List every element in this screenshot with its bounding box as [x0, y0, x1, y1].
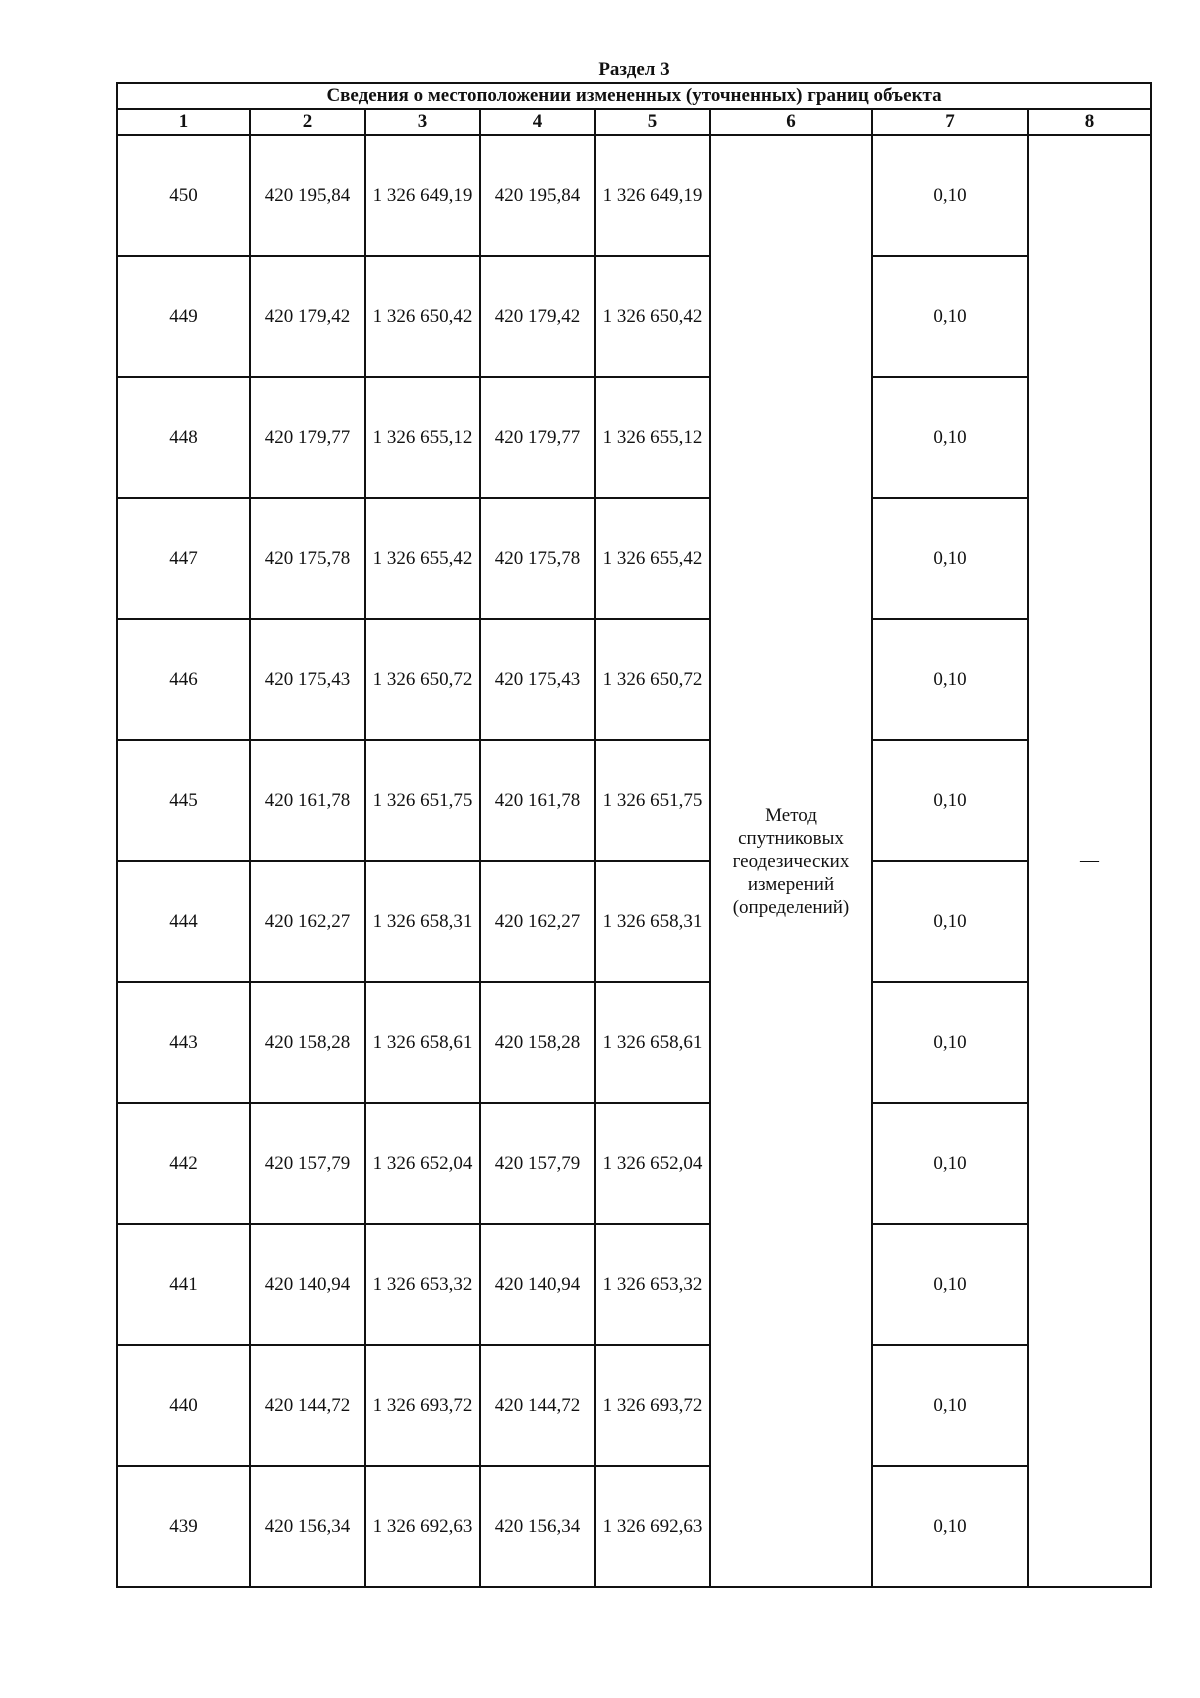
x-new-cell: 420 179,42	[480, 256, 595, 377]
point-number-cell: 449	[117, 256, 250, 377]
y-old-cell: 1 326 655,12	[365, 377, 480, 498]
point-number-cell: 447	[117, 498, 250, 619]
column-number: 4	[480, 109, 595, 135]
table-row	[117, 1466, 1151, 1587]
y-old-cell: 1 326 692,63	[365, 1466, 480, 1587]
y-old-cell: 1 326 651,75	[365, 740, 480, 861]
x-old-cell: 420 175,78	[250, 498, 365, 619]
point-number-cell: 445	[117, 740, 250, 861]
x-new-cell: 420 140,94	[480, 1224, 595, 1345]
point-number-cell: 444	[117, 861, 250, 982]
accuracy-cell: 0,10	[872, 619, 1028, 740]
y-new-cell: 1 326 693,72	[595, 1345, 710, 1466]
x-new-cell: 420 161,78	[480, 740, 595, 861]
table-row	[117, 256, 1151, 377]
point-number-cell: 442	[117, 1103, 250, 1224]
column-number: 6	[710, 109, 872, 135]
y-old-cell: 1 326 650,42	[365, 256, 480, 377]
x-new-cell: 420 195,84	[480, 135, 595, 256]
column-8-cell: —	[1028, 135, 1151, 1587]
table-row	[117, 1224, 1151, 1345]
y-new-cell: 1 326 653,32	[595, 1224, 710, 1345]
y-old-cell: 1 326 658,31	[365, 861, 480, 982]
x-old-cell: 420 179,42	[250, 256, 365, 377]
y-old-cell: 1 326 649,19	[365, 135, 480, 256]
y-new-cell: 1 326 658,61	[595, 982, 710, 1103]
accuracy-cell: 0,10	[872, 135, 1028, 256]
table-row	[117, 861, 1151, 982]
y-old-cell: 1 326 652,04	[365, 1103, 480, 1224]
x-old-cell: 420 156,34	[250, 1466, 365, 1587]
table-row	[117, 135, 1151, 256]
accuracy-cell: 0,10	[872, 861, 1028, 982]
y-new-cell: 1 326 692,63	[595, 1466, 710, 1587]
column-number: 3	[365, 109, 480, 135]
y-old-cell: 1 326 658,61	[365, 982, 480, 1103]
x-new-cell: 420 175,43	[480, 619, 595, 740]
accuracy-cell: 0,10	[872, 740, 1028, 861]
point-number-cell: 439	[117, 1466, 250, 1587]
accuracy-cell: 0,10	[872, 1224, 1028, 1345]
y-new-cell: 1 326 649,19	[595, 135, 710, 256]
table-row	[117, 1345, 1151, 1466]
x-new-cell: 420 157,79	[480, 1103, 595, 1224]
column-number: 7	[872, 109, 1028, 135]
boundary-table	[116, 82, 1152, 1588]
column-number: 2	[250, 109, 365, 135]
accuracy-cell: 0,10	[872, 1103, 1028, 1224]
section-title: Раздел 3	[598, 59, 670, 80]
table-body	[117, 135, 1151, 1587]
point-number-cell: 448	[117, 377, 250, 498]
accuracy-cell: 0,10	[872, 982, 1028, 1103]
accuracy-cell: 0,10	[872, 498, 1028, 619]
y-new-cell: 1 326 655,42	[595, 498, 710, 619]
point-number-cell: 446	[117, 619, 250, 740]
x-old-cell: 420 195,84	[250, 135, 365, 256]
x-old-cell: 420 140,94	[250, 1224, 365, 1345]
y-new-cell: 1 326 651,75	[595, 740, 710, 861]
accuracy-cell: 0,10	[872, 1345, 1028, 1466]
point-number-cell: 450	[117, 135, 250, 256]
x-new-cell: 420 179,77	[480, 377, 595, 498]
y-old-cell: 1 326 693,72	[365, 1345, 480, 1466]
x-old-cell: 420 158,28	[250, 982, 365, 1103]
point-number-cell: 441	[117, 1224, 250, 1345]
table-row	[117, 740, 1151, 861]
point-number-cell: 443	[117, 982, 250, 1103]
y-new-cell: 1 326 652,04	[595, 1103, 710, 1224]
method-cell: Метод спутниковых геодезических измерений (определений)	[710, 135, 872, 1587]
accuracy-cell: 0,10	[872, 256, 1028, 377]
y-old-cell: 1 326 653,32	[365, 1224, 480, 1345]
x-new-cell: 420 162,27	[480, 861, 595, 982]
x-old-cell: 420 161,78	[250, 740, 365, 861]
x-old-cell: 420 162,27	[250, 861, 365, 982]
column-number-row	[117, 109, 1151, 135]
x-old-cell: 420 144,72	[250, 1345, 365, 1466]
y-old-cell: 1 326 655,42	[365, 498, 480, 619]
accuracy-cell: 0,10	[872, 1466, 1028, 1587]
y-new-cell: 1 326 650,72	[595, 619, 710, 740]
table-row	[117, 498, 1151, 619]
x-old-cell: 420 157,79	[250, 1103, 365, 1224]
column-number: 5	[595, 109, 710, 135]
y-new-cell: 1 326 650,42	[595, 256, 710, 377]
table-row	[117, 619, 1151, 740]
table-row	[117, 1103, 1151, 1224]
x-old-cell: 420 179,77	[250, 377, 365, 498]
table-row	[117, 982, 1151, 1103]
y-old-cell: 1 326 650,72	[365, 619, 480, 740]
point-number-cell: 440	[117, 1345, 250, 1466]
y-new-cell: 1 326 655,12	[595, 377, 710, 498]
table-row	[117, 377, 1151, 498]
column-number: 8	[1028, 109, 1151, 135]
accuracy-cell: 0,10	[872, 377, 1028, 498]
x-new-cell: 420 144,72	[480, 1345, 595, 1466]
x-new-cell: 420 156,34	[480, 1466, 595, 1587]
column-number: 1	[117, 109, 250, 135]
table-caption: Сведения о местоположении измененных (уточненных) границ объекта	[117, 83, 1151, 109]
x-old-cell: 420 175,43	[250, 619, 365, 740]
y-new-cell: 1 326 658,31	[595, 861, 710, 982]
x-new-cell: 420 175,78	[480, 498, 595, 619]
x-new-cell: 420 158,28	[480, 982, 595, 1103]
